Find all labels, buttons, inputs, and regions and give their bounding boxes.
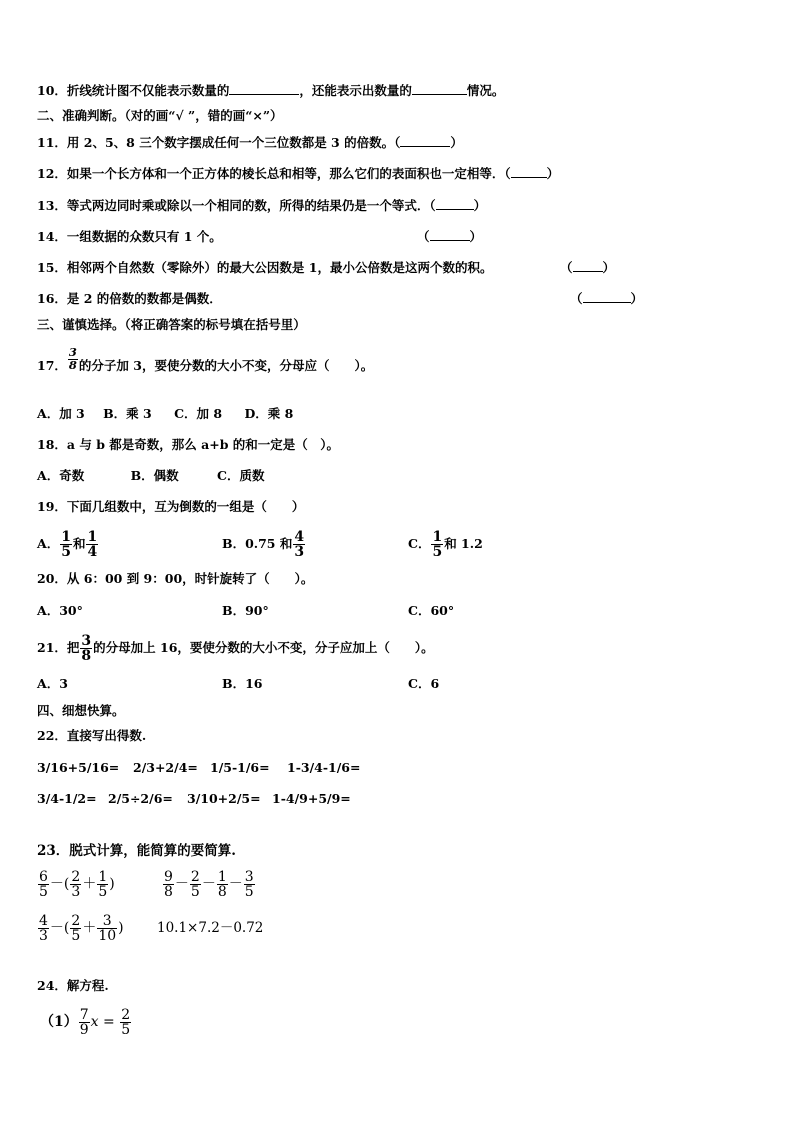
option-b: B．偶数	[130, 468, 179, 483]
answer-blank	[430, 240, 470, 241]
option-c: C．质数	[217, 468, 265, 483]
option-c: C． $\frac{1}{5}$ 和 1.2	[408, 529, 483, 560]
equation-1: （1） $\frac{7}{9}$ x = $\frac{2}{5}$	[40, 1006, 131, 1038]
expr: 1-4/9+5/9=	[272, 791, 351, 806]
question-17: 17． $\frac{3}{8}$ 的分子加 3，要使分数的大小不变，分母应（ ）。	[37, 345, 374, 373]
answer-blank	[400, 146, 450, 147]
answer-blank	[511, 177, 547, 178]
answer-blank	[436, 209, 474, 210]
question-16: 16．是 2 的倍数的数都是偶数．	[37, 291, 222, 306]
option-b: B．0.75 和 $\frac{4}{3}$	[222, 529, 305, 560]
question-12: 12．如果一个长方体和一个正方体的棱长总和相等，那么它们的表面积也一定相等．（ ）	[37, 166, 560, 181]
expr: 1-3/4-1/6=	[287, 760, 361, 775]
fraction: $\frac{3}{8}$	[68, 345, 77, 372]
answer-blank	[573, 271, 603, 272]
section-4-heading: 四、细想快算。	[37, 703, 125, 718]
section-2-heading: 二、准确判断。（对的画“√ ”，错的画“×”）	[37, 108, 283, 123]
question-20: 20．从 6：00 到 9：00，时针旋转了（ ）。	[37, 571, 314, 586]
expr: 3/10+2/5=	[187, 791, 261, 806]
question-24: 24．解方程.	[37, 978, 109, 993]
expr: 3/4-1/2=	[37, 791, 97, 806]
option-a: A．加 3	[37, 406, 85, 421]
expr: 2/3+2/4=	[133, 760, 198, 775]
question-22: 22．直接写出得数.	[37, 728, 147, 743]
question-19: 19．下面几组数中，互为倒数的一组是（ ）	[37, 499, 305, 514]
question-13: 13．等式两边同时乘或除以一个相同的数，所得的结果仍是一个等式．（ ）	[37, 198, 487, 213]
option-c: C．6	[408, 676, 440, 691]
option-b: B．90°	[222, 603, 269, 618]
question-11: 11．用 2、5、8 三个数字摆成任何一个三位数都是 3 的倍数。（ ）	[37, 135, 463, 150]
expr: 3/16+5/16=	[37, 760, 120, 775]
question-17-options	[37, 406, 293, 422]
question-10: 10．折线统计图不仅能表示数量的 ，还能表示出数量的 情况。	[37, 83, 505, 98]
option-b: B．16	[222, 676, 263, 691]
question-18-options	[37, 468, 264, 484]
expr: 1/5-1/6=	[210, 760, 270, 775]
question-15-bracket: （ ）	[560, 260, 616, 275]
question-21: 21．把 $\frac{3}{8}$ 的分母加上 16，要使分数的大小不变，分子应加上（ ）。	[37, 633, 434, 664]
question-16-bracket: （ ）	[570, 291, 644, 306]
option-d: D．乘 8	[244, 406, 294, 421]
option-a: A．3	[37, 676, 68, 691]
option-a: A． $\frac{1}{5}$ 和 $\frac{1}{4}$	[37, 529, 98, 560]
option-c: C．60°	[408, 603, 455, 618]
question-15: 15．相邻两个自然数（零除外）的最大公因数是 1，最小公倍数是这两个数的积。	[37, 260, 493, 275]
question-14: 14．一组数据的众数只有 1 个。	[37, 229, 222, 244]
question-18: 18．a 与 b 都是奇数，那么 a+b 的和一定是（ ）。	[37, 437, 340, 452]
expr: 2/5÷2/6=	[108, 791, 173, 806]
expr-4: 10.1×7.2－0.72	[157, 920, 264, 936]
section-3-heading: 三、谨慎选择。（将正确答案的标号填在括号里）	[37, 317, 306, 332]
answer-blank	[412, 94, 467, 95]
option-a: A．奇数	[37, 468, 85, 483]
question-14-bracket: （ ）	[417, 229, 483, 244]
expr-2: $\frac{9}{8}$ － $\frac{2}{5}$ － $\frac{1}{8}$ － $\frac{3}{5}$	[164, 868, 254, 900]
option-c: C．加 8	[174, 406, 223, 421]
expr-3: $\frac{4}{3}$ －( $\frac{2}{5}$ ＋ $\frac{3}{10}$ )	[39, 912, 124, 944]
expr-1: $\frac{6}{5}$ －( $\frac{2}{3}$ ＋ $\frac{1}{5}$ )	[39, 868, 115, 900]
option-b: B．乘 3	[103, 406, 152, 421]
question-23: 23．脱式计算，能简算的要简算.	[37, 843, 236, 859]
answer-blank	[583, 302, 631, 303]
option-a: A．30°	[37, 603, 83, 618]
answer-blank	[229, 94, 299, 95]
